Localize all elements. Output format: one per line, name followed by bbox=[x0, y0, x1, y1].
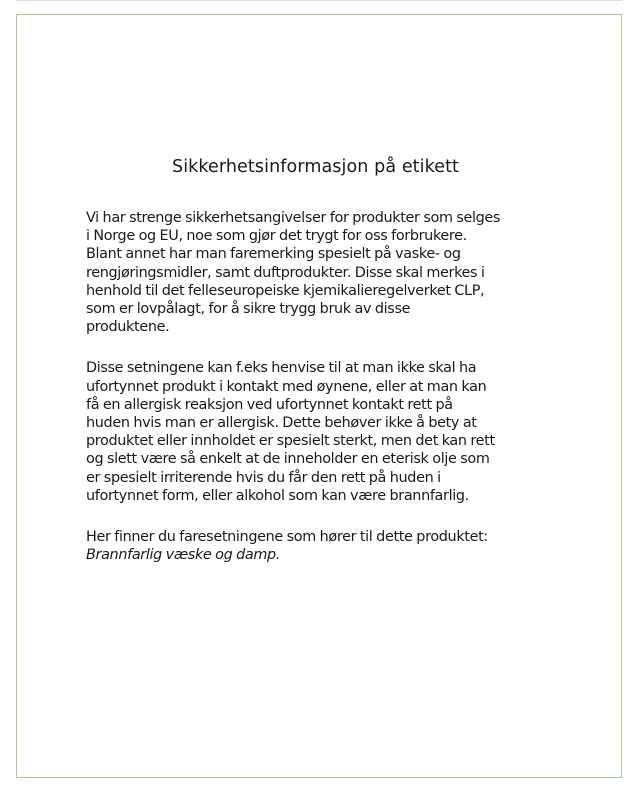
paragraph-safety-regulations bbox=[86, 209, 596, 336]
text-line: og slett være så enkelt at de inneholder en eterisk olje som bbox=[86, 451, 490, 468]
document-body bbox=[86, 155, 596, 587]
text-line: Disse setningene kan f.eks henvise til at man ikke skal ha bbox=[86, 360, 477, 377]
text-line: få en allergisk reaksjon ved ufortynnet kontakt rett på bbox=[86, 396, 453, 413]
paragraph-hazard-explanation bbox=[86, 359, 596, 505]
paragraph-product-hazards bbox=[86, 528, 596, 564]
text-line: ufortynnet produkt i kontakt med øynene, eller at man kan bbox=[86, 378, 487, 395]
hazard-intro: Her finner du faresetningene som hører til dette produktet: bbox=[86, 529, 488, 546]
page-title: Sikkerhetsinformasjon på etikett bbox=[172, 157, 460, 177]
text-line: er spesielt irriterende hvis du får den rett på huden i bbox=[86, 469, 441, 486]
text-line: rengjøringsmidler, samt duftprodukter. Disse skal merkes i bbox=[86, 264, 485, 281]
text-line: ufortynnet form, eller alkohol som kan være brannfarlig. bbox=[86, 487, 469, 504]
text-line: som er lovpålagt, for å sikre trygg bruk av disse bbox=[86, 301, 411, 318]
hazard-statement: Brannfarlig væske og damp. bbox=[86, 547, 281, 564]
text-line: huden hvis man er allergisk. Dette behøver ikke å bety at bbox=[86, 415, 477, 432]
text-line: produktet eller innholdet er spesielt sterkt, men det kan rett bbox=[86, 433, 495, 450]
text-line: i Norge og EU, noe som gjør det trygt for oss forbrukere. bbox=[86, 228, 467, 245]
text-line: Blant annet har man faremerking spesielt på vaske- og bbox=[86, 246, 461, 263]
text-line: Vi har strenge sikkerhetsangivelser for produkter som selges bbox=[86, 210, 501, 226]
text-line: produktene. bbox=[86, 319, 170, 336]
top-divider bbox=[16, 0, 622, 1]
text-line: henhold til det felleseuropeiske kjemikalieregelverket CLP, bbox=[86, 282, 485, 299]
